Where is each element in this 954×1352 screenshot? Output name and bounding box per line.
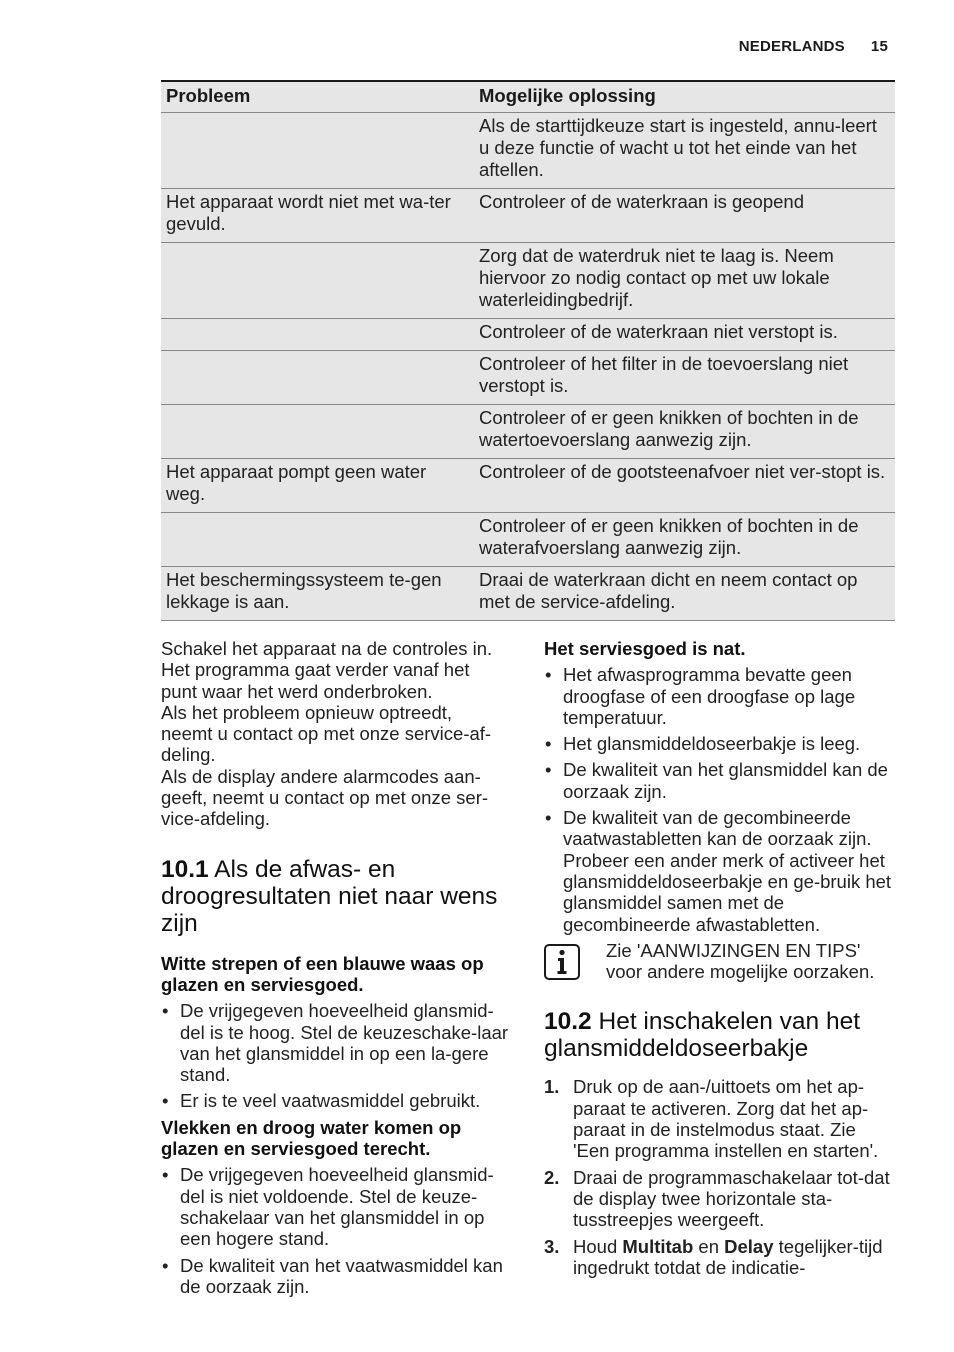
step-text-mid: en	[693, 1235, 725, 1257]
solution-cell: Draai de waterkraan dicht en neem contact op met de service-afdeling.	[474, 567, 895, 621]
problem-cell: Het apparaat pompt geen water weg.	[161, 459, 474, 513]
table-header-row	[161, 81, 895, 113]
left-column	[161, 638, 515, 1302]
intro-line: vice-afdeling.	[161, 808, 271, 830]
step-number: 2.	[544, 1166, 560, 1188]
delay-label: Delay	[724, 1235, 774, 1257]
list-item: • Het afwasprogramma bevatte geen droogfase of een droogfase op lage temperatuur.	[544, 664, 896, 728]
intro-paragraph	[161, 638, 515, 830]
solution-cell: Zorg dat de waterdruk niet te laag is. Neem hiervoor zo nodig contact op met uw lokale waterleidingbedrijf.	[474, 243, 895, 319]
step-text-pre: Houd	[573, 1235, 623, 1257]
list-item: • Er is te veel vaatwasmiddel gebruikt.	[161, 1090, 515, 1111]
bullet-list	[544, 664, 896, 935]
table-row	[161, 113, 895, 189]
step-text-post: tegelijker-tijd ingedrukt totdat de indicatie-	[573, 1235, 883, 1278]
intro-line: geeft, neemt u contact op met onze ser-	[161, 787, 489, 809]
multitab-label: Multitab	[622, 1235, 694, 1257]
info-icon	[544, 944, 580, 980]
steps-list	[544, 1076, 896, 1278]
problem-cell	[161, 513, 474, 567]
list-item: • De kwaliteit van het vaatwasmiddel kan de oorzaak zijn.	[161, 1255, 515, 1298]
intro-line: Als de display andere alarmcodes aan-	[161, 765, 481, 787]
solution-cell: Controleer of de waterkraan niet verstopt is.	[474, 319, 895, 351]
intro-line: Schakel het apparaat na de controles in.	[161, 638, 493, 659]
step-item	[544, 1167, 896, 1231]
solution-cell: Controleer of de waterkraan is geopend	[474, 189, 895, 243]
solution-cell: Controleer of de gootsteenafvoer niet ver-stopt is.	[474, 459, 895, 513]
intro-line: deling.	[161, 744, 216, 766]
step-text: Druk op de aan-/uittoets om het ap-paraat te activeren. Zorg dat het ap-paraat in de instelmodus staat. Zie 'Een programma instellen en starten'.	[573, 1076, 879, 1162]
list-item: • De kwaliteit van het glansmiddel kan de oorzaak zijn.	[544, 759, 896, 802]
section-heading-10-1	[161, 856, 515, 937]
step-number: 1.	[544, 1076, 560, 1098]
list-item: • De vrijgegeven hoeveelheid glansmid-del is te hoog. Stel de keuzeschake-laar van het glansmiddel in op een la-gere stand.	[161, 1000, 515, 1085]
section-heading-10-2	[544, 1008, 896, 1062]
subheading-white-streaks: Witte strepen of een blauwe waas op glazen en serviesgoed.	[161, 952, 484, 995]
table-row	[161, 189, 895, 243]
solution-cell: Controleer of er geen knikken of bochten in de waterafvoerslang aanwezig zijn.	[474, 513, 895, 567]
table-row	[161, 459, 895, 513]
info-note	[544, 940, 896, 983]
intro-line: neemt u contact op met onze service-af-	[161, 723, 492, 745]
step-number: 3.	[544, 1235, 560, 1257]
subheading-wet-dishes: Het serviesgoed is nat.	[544, 638, 746, 659]
bullet-list	[161, 1000, 515, 1111]
right-column	[544, 638, 896, 1283]
table-row	[161, 513, 895, 567]
column-header-solution: Mogelijke oplossing	[474, 81, 895, 113]
problem-cell	[161, 243, 474, 319]
list-item: • De vrijgegeven hoeveelheid glansmid-del is niet voldoende. Stel de keuze-schakelaar van het glansmiddel in op een hogere stand.	[161, 1164, 515, 1249]
list-item: • De kwaliteit van de gecombineerde vaatwastabletten kan de oorzaak zijn. Probeer een ander merk of activeer het glansmiddeldoseerbakje en ge-bruik het glansmiddel samen met de gecombineerde afwastabletten.	[544, 807, 896, 935]
table-row	[161, 405, 895, 459]
table-row	[161, 319, 895, 351]
step-text: Draai de programmaschakelaar tot-dat de display twee horizontale sta-tusstreepjes weergeeft.	[573, 1166, 890, 1231]
language-label: NEDERLANDS	[738, 38, 845, 55]
problem-cell	[161, 113, 474, 189]
step-item	[544, 1236, 896, 1279]
troubleshooting-table	[161, 80, 895, 621]
section-title: Het inschakelen van het glansmiddeldoseerbakje	[544, 1008, 860, 1063]
page-number: 15	[870, 38, 888, 55]
list-item: • Het glansmiddeldoseerbakje is leeg.	[544, 733, 896, 754]
table-row	[161, 351, 895, 405]
solution-cell: Controleer of er geen knikken of bochten in de watertoevoerslang aanwezig zijn.	[474, 405, 895, 459]
subheading-spots: Vlekken en droog water komen op glazen en serviesgoed terecht.	[161, 1116, 462, 1160]
section-title: Als de afwas- en droogresultaten niet naar wens zijn	[161, 855, 498, 937]
problem-cell: Het beschermingssysteem te-gen lekkage is aan.	[161, 567, 474, 621]
step-item	[544, 1076, 896, 1161]
problem-cell	[161, 351, 474, 405]
section-number: 10.1	[161, 855, 209, 883]
solution-cell: Als de starttijdkeuze start is ingesteld, annu-leert u deze functie of wacht u tot het einde van het aftellen.	[474, 113, 895, 189]
intro-line: Het programma gaat verder vanaf het	[161, 659, 470, 681]
table-row	[161, 567, 895, 621]
column-header-problem: Probleem	[161, 81, 474, 113]
bullet-list	[161, 1164, 515, 1297]
problem-cell: Het apparaat wordt niet met wa-ter gevuld.	[161, 189, 474, 243]
intro-line: Als het probleem opnieuw optreedt,	[161, 701, 453, 723]
intro-line: punt waar het werd onderbroken.	[161, 680, 433, 702]
problem-cell	[161, 405, 474, 459]
table-row	[161, 243, 895, 319]
solution-cell: Controleer of het filter in de toevoerslang niet verstopt is.	[474, 351, 895, 405]
page-header	[739, 38, 888, 55]
problem-cell	[161, 319, 474, 351]
info-note-text: Zie 'AANWIJZINGEN EN TIPS' voor andere mogelijke oorzaken.	[606, 939, 875, 983]
section-number: 10.2	[544, 1008, 592, 1036]
